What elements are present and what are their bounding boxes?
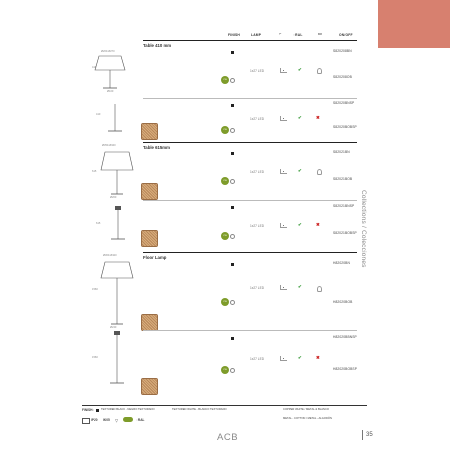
footer-rule: [82, 405, 367, 406]
ref-code: S820208BN: [333, 49, 352, 53]
floor-lamp-sp-drawing: [100, 327, 134, 393]
finish-pill-icon: [123, 417, 133, 422]
shade-texture-swatch: [141, 378, 158, 395]
ik-rating: IK05: [103, 418, 110, 422]
section-title: Table 615mm: [143, 145, 170, 150]
lamp-spec: 1x27 LED: [250, 357, 264, 361]
check-icon: ✔: [298, 168, 302, 173]
shade-texture-swatch: [141, 230, 158, 247]
finish-icon: CW: [221, 366, 234, 374]
ref-code: S82020BNSP: [333, 101, 355, 105]
check-icon: ✔: [298, 67, 302, 72]
ip-rating: IP20: [91, 418, 98, 422]
bulb-header-icon: ▭: [318, 31, 322, 36]
lamp-spec: 1x27 LED: [250, 69, 264, 73]
lamp-spec: 1x27 LED: [250, 286, 264, 290]
section-title: Floor Lamp: [143, 255, 167, 260]
finish-black-swatch: [231, 104, 234, 107]
column-header-onoff: ON/OFF: [339, 33, 353, 37]
dimension-shade: Ø350-Ø340: [102, 144, 116, 147]
bulb-icon: [317, 68, 322, 74]
shade-texture-swatch: [141, 314, 158, 331]
lamp-spec: 1x27 LED: [250, 224, 264, 228]
ral-icon: ◌: [136, 418, 138, 422]
footer-finish-label: FINISH:: [82, 408, 94, 412]
dimension-shade: Ø300-Ø420: [103, 254, 117, 257]
finish-black-swatch: [231, 263, 234, 266]
shade-texture-swatch: [141, 123, 158, 140]
ref-code: S82021BN: [333, 150, 350, 154]
dimension-height: 410: [92, 66, 97, 69]
ref-code: S82020BOBSP: [333, 125, 357, 129]
footer-material: METAL - COTTON / METAL - ALGODÓN: [283, 417, 332, 420]
row-divider: [143, 200, 357, 201]
check-icon: ✔: [298, 284, 302, 289]
finish-icon: CW: [221, 76, 234, 84]
ref-code: H82020BOB: [333, 300, 353, 304]
class-ii-icon: [82, 418, 90, 424]
bulb-icon: [317, 169, 322, 175]
finish-black-swatch: [231, 51, 234, 54]
finish-icon: CW: [221, 298, 234, 306]
cable-icon: [280, 116, 287, 121]
dimension-height: 615: [96, 222, 101, 225]
row-divider: [143, 330, 357, 331]
ref-code: H82020BBNSP: [333, 335, 357, 339]
finish-black-swatch: [231, 206, 234, 209]
check-icon: ✔: [298, 355, 302, 360]
page-number-divider: [362, 430, 363, 440]
dimension-height: 410: [96, 113, 101, 116]
section-tab-stripe: [378, 0, 450, 48]
ref-code: S82021BOB: [333, 177, 353, 181]
cross-icon: ✖: [316, 355, 320, 360]
ref-code: S82021BNSP: [333, 204, 355, 208]
sidebar-collection-title: Collections / Colecciones: [360, 190, 367, 268]
section-title: Table 410 mm: [143, 43, 172, 48]
cable-icon: [280, 285, 287, 290]
section-separator: [143, 252, 357, 253]
ref-code: S82021BOBSP: [333, 231, 357, 235]
cable-icon: [280, 223, 287, 228]
ral-header: [293, 33, 303, 37]
finish-icon: CW: [221, 126, 234, 134]
brand-logo: ACB: [217, 432, 239, 443]
cable-icon: [280, 68, 287, 73]
dimension-base: Ø240: [110, 326, 117, 329]
finish-black-swatch: [231, 152, 234, 155]
check-icon: ✔: [298, 115, 302, 120]
floor-lamp-drawing: [95, 258, 140, 330]
lamp-spec: 1x27 LED: [250, 117, 264, 121]
dimension-base: Ø100: [107, 90, 114, 93]
dimension-base: Ø200: [110, 196, 117, 199]
finish-icon: CW: [221, 177, 234, 185]
footer-finish-white: TEXTURED WHITE - BLANCO TEXTURADO: [172, 408, 227, 411]
ral-footer-label: ◌RAL: [136, 418, 145, 422]
column-header-lamp: LAMP: [251, 33, 262, 37]
cable-icon: [280, 356, 287, 361]
f-mark-icon: ▽: [115, 418, 119, 423]
table-lamp-615-sp-drawing: [103, 203, 133, 245]
finish-black-swatch: [231, 337, 234, 340]
finish-icon: CW: [221, 232, 234, 240]
footer-finish-other: COPPER WHITE / METAL & BLANCO: [283, 408, 329, 411]
page-number: 35: [366, 432, 373, 438]
finish-black-swatch: [96, 409, 99, 412]
check-icon: ✔: [298, 222, 302, 227]
cable-icon: ⌐: [279, 31, 282, 36]
dimension-height: 1560: [92, 356, 98, 359]
ref-code: H82020BN: [333, 261, 350, 265]
dimension-height: 615: [92, 170, 97, 173]
ref-code: S820208OB: [333, 75, 352, 79]
table-lamp-410-sp-drawing: [100, 101, 130, 135]
shade-texture-swatch: [141, 183, 158, 200]
bulb-icon: [317, 286, 322, 292]
dimension-height: 1560: [92, 288, 98, 291]
ref-code: H82020BOBSP: [333, 367, 358, 371]
dimension-shade: Ø200-Ø270: [101, 50, 115, 53]
ral-icon: ◌: [293, 33, 296, 37]
section-separator: [143, 142, 357, 143]
column-header-finish: FINISH: [228, 33, 241, 37]
cable-icon: [280, 169, 287, 174]
lamp-spec: 1x27 LED: [250, 170, 264, 174]
section-separator: [143, 40, 357, 41]
column-header-ral: RAL: [295, 33, 303, 37]
footer-finish-black: TEXTURED BLACK - NEGRO TEXTURADO: [101, 408, 155, 411]
table-lamp-615-drawing: [95, 146, 140, 201]
row-divider: [143, 98, 357, 99]
cross-icon: ✖: [316, 222, 320, 227]
cross-icon: ✖: [316, 115, 320, 120]
table-lamp-410-drawing: [85, 46, 135, 94]
